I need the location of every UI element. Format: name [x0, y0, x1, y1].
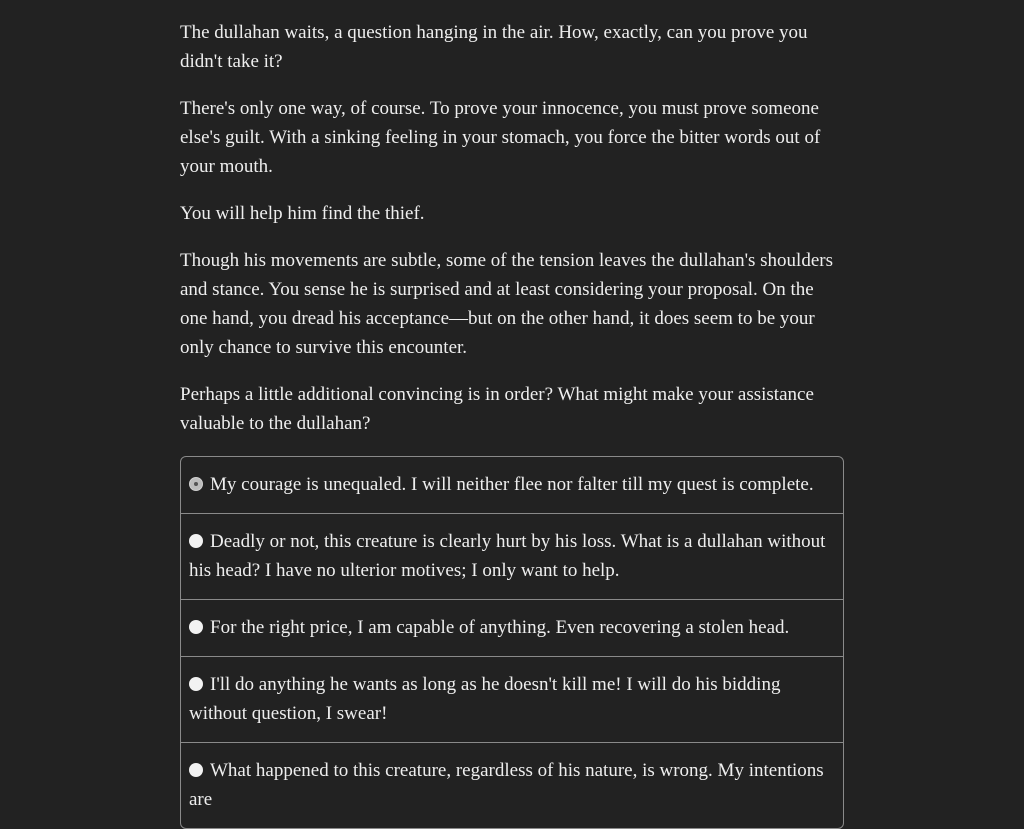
- choice-option[interactable]: [181, 742, 843, 828]
- choice-option[interactable]: [181, 457, 843, 513]
- choice-label: For the right price, I am capable of anything. Even recovering a stolen head.: [210, 617, 790, 638]
- choice-label: What happened to this creature, regardless of his nature, is wrong. My intentions are: [189, 760, 824, 810]
- story-paragraph: Though his movements are subtle, some of the tension leaves the dullahan's shoulders and stance. You sense he is surprised and at least considering your proposal. On the one hand, you dread his acceptance—but on the other hand, it does seem to be your only chance to survive this encounter.: [180, 250, 833, 358]
- radio-button[interactable]: [189, 620, 203, 634]
- story-paragraph: The dullahan waits, a question hanging in the air. How, exactly, can you prove you didn't take it?: [180, 22, 808, 72]
- radio-button[interactable]: [189, 677, 203, 691]
- radio-button-selected[interactable]: [189, 477, 203, 491]
- choice-list: [180, 456, 844, 829]
- story-paragraph: Perhaps a little additional convincing is in order? What might make your assistance valuable to the dullahan?: [180, 384, 814, 434]
- radio-button[interactable]: [189, 763, 203, 777]
- story-paragraph: There's only one way, of course. To prove your innocence, you must prove someone else's guilt. With a sinking feeling in your stomach, you force the bitter words out of your mouth.: [180, 98, 821, 177]
- choice-label: My courage is unequaled. I will neither flee nor falter till my quest is complete.: [210, 474, 814, 495]
- choice-option[interactable]: [181, 513, 843, 599]
- story-container: [180, 18, 844, 829]
- story-paragraph: You will help him find the thief.: [180, 203, 425, 224]
- choice-label: I'll do anything he wants as long as he doesn't kill me! I will do his bidding without question, I swear!: [189, 674, 781, 724]
- choice-option[interactable]: [181, 599, 843, 656]
- choice-option[interactable]: [181, 656, 843, 742]
- choice-label: Deadly or not, this creature is clearly hurt by his loss. What is a dullahan without his head? I have no ulterior motives; I only want to help.: [189, 531, 826, 581]
- radio-button[interactable]: [189, 534, 203, 548]
